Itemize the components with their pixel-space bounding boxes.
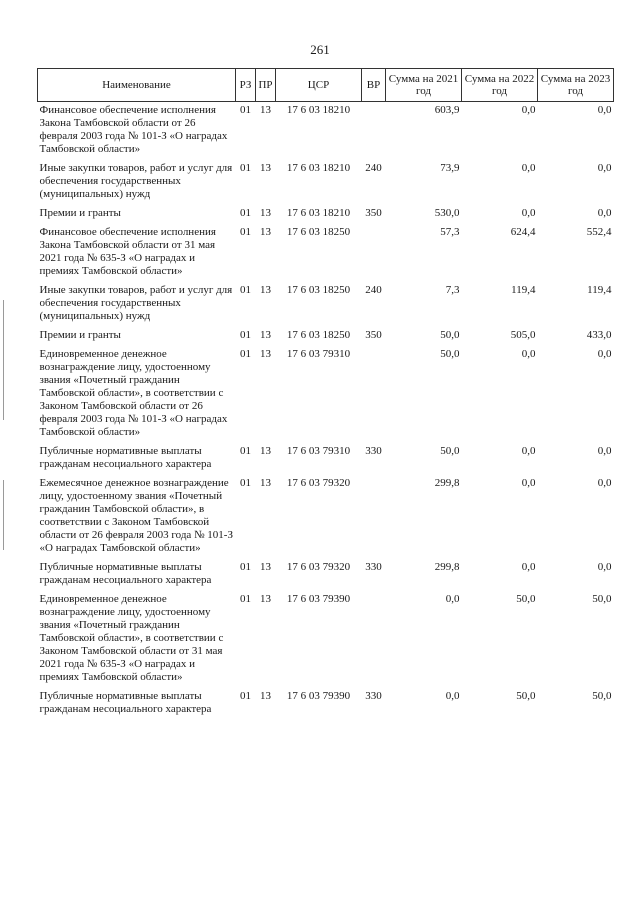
cell-sum-2023: 0,0 [597,162,612,174]
cell-pr: 13 [260,348,271,360]
table-row [38,205,614,224]
cell-csr: 17 6 03 79320 [286,477,351,489]
cell-sum-2023: 50,0 [592,690,612,702]
cell-sum-2021: 0,0 [445,690,460,702]
table-row [38,327,614,346]
cell-name: Публичные нормативные выплаты гражданам несоциального характера [39,561,212,586]
table-row [38,475,614,559]
cell-pr: 13 [260,445,271,457]
cell-sum-2021: 50,0 [440,329,460,341]
cell-csr: 17 6 03 18250 [286,329,351,341]
cell-sum-2023: 0,0 [597,207,612,219]
cell-rz: 01 [240,162,251,174]
cell-sum-2021: 50,0 [440,348,460,360]
cell-sum-2023: 119,4 [587,284,612,296]
cell-pr: 13 [260,593,271,605]
cell-sum-2021: 299,8 [434,561,460,573]
cell-sum-2023: 433,0 [586,329,612,341]
cell-sum-2023: 0,0 [597,348,612,360]
cell-rz: 01 [240,284,251,296]
cell-csr: 17 6 03 18210 [286,207,351,219]
table-row [38,559,614,591]
cell-sum-2021: 299,8 [434,477,460,489]
cell-sum-2022: 50,0 [516,593,536,605]
cell-pr: 13 [260,104,271,116]
cell-rz: 01 [240,104,251,116]
cell-sum-2022: 505,0 [510,329,536,341]
cell-sum-2022: 0,0 [521,162,536,174]
page-number: 261 [310,42,330,57]
header-rz: РЗ [236,69,256,102]
cell-rz: 01 [240,348,251,360]
cell-csr: 17 6 03 18250 [286,284,351,296]
cell-pr: 13 [260,690,271,702]
table-row [38,224,614,282]
cell-csr: 17 6 03 18210 [286,162,351,174]
cell-vr: 240 [365,284,382,296]
table-row [38,688,614,720]
cell-sum-2022: 0,0 [521,348,536,360]
cell-sum-2022: 0,0 [521,445,536,457]
cell-rz: 01 [240,207,251,219]
cell-csr: 17 6 03 79320 [286,561,351,573]
scan-edge-mark [3,480,4,550]
scan-edge-mark [3,300,4,420]
cell-name: Премии и гранты [39,329,121,341]
cell-pr: 13 [260,561,271,573]
cell-csr: 17 6 03 79310 [286,348,351,360]
cell-sum-2021: 73,9 [440,162,460,174]
cell-csr: 17 6 03 79390 [286,690,351,702]
header-sum-2021: Сумма на 2021 год [386,69,462,102]
cell-vr: 350 [365,329,382,341]
cell-vr: 330 [365,445,382,457]
cell-sum-2021: 530,0 [434,207,460,219]
cell-sum-2022: 0,0 [521,207,536,219]
cell-name: Публичные нормативные выплаты гражданам несоциального характера [39,445,212,470]
cell-pr: 13 [260,162,271,174]
header-csr: ЦСР [276,69,362,102]
cell-pr: 13 [260,207,271,219]
header-vr: ВР [362,69,386,102]
header-pr: ПР [256,69,276,102]
header-sum-2022: Сумма на 2022 год [462,69,538,102]
cell-sum-2021: 57,3 [440,226,460,238]
cell-name: Иные закупки товаров, работ и услуг для обеспечения государственных (муниципальных) нужд [39,162,233,200]
table-row [38,443,614,475]
cell-name: Премии и гранты [39,207,121,219]
cell-vr: 330 [365,690,382,702]
cell-vr [362,346,386,443]
cell-rz: 01 [240,561,251,573]
cell-sum-2021: 0,0 [445,593,460,605]
cell-vr: 350 [365,207,382,219]
cell-vr [362,224,386,282]
cell-vr [362,102,386,161]
cell-vr [362,475,386,559]
header-name: Наименование [38,69,236,102]
cell-sum-2022: 624,4 [510,226,536,238]
table-row [38,346,614,443]
header-sum-2023: Сумма на 2023 год [538,69,614,102]
cell-name: Ежемесячное денежное вознаграждение лицу, удостоенному звания «Почетный гражданин Тамбовской области», в соответствии с Законом Тамбовской области от 26 февраля 2003 года № 101-З «О наградах Тамбовской области» [39,477,233,554]
cell-name: Финансовое обеспечение исполнения Закона Тамбовской области от 31 мая 2021 года № 635-З «О наградах и премиях Тамбовской области» [39,226,216,277]
cell-sum-2021: 50,0 [440,445,460,457]
cell-sum-2023: 552,4 [586,226,612,238]
table-row [38,282,614,327]
budget-table [37,68,614,720]
cell-rz: 01 [240,329,251,341]
header-row [38,69,614,102]
cell-vr: 240 [365,162,382,174]
cell-sum-2021: 603,9 [434,104,460,116]
cell-sum-2023: 0,0 [597,561,612,573]
cell-vr [362,591,386,688]
cell-pr: 13 [260,284,271,296]
cell-name: Единовременное денежное вознаграждение лицу, удостоенному звания «Почетный гражданин Тамбовской области», в соответствии с Законом Тамбовской области от 26 февраля 2003 года № 101-З «О наградах Тамбовской области» [39,348,228,438]
cell-pr: 13 [260,329,271,341]
cell-sum-2021: 7,3 [445,284,460,296]
cell-csr: 17 6 03 18210 [286,104,351,116]
cell-rz: 01 [240,690,251,702]
cell-name: Иные закупки товаров, работ и услуг для обеспечения государственных (муниципальных) нужд [39,284,233,322]
cell-name: Публичные нормативные выплаты гражданам несоциального характера [39,690,212,715]
cell-sum-2022: 0,0 [521,477,536,489]
cell-rz: 01 [240,593,251,605]
cell-sum-2023: 0,0 [597,104,612,116]
cell-csr: 17 6 03 79390 [286,593,351,605]
table-body [38,102,614,721]
cell-sum-2022: 50,0 [516,690,536,702]
cell-sum-2023: 0,0 [597,445,612,457]
table-row [38,591,614,688]
cell-sum-2023: 0,0 [597,477,612,489]
cell-csr: 17 6 03 79310 [286,445,351,457]
cell-pr: 13 [260,477,271,489]
cell-sum-2022: 0,0 [521,561,536,573]
cell-sum-2022: 0,0 [521,104,536,116]
table-row [38,160,614,205]
table-row [38,102,614,161]
cell-sum-2023: 50,0 [592,593,612,605]
cell-name: Финансовое обеспечение исполнения Закона Тамбовской области от 26 февраля 2003 года № 101-З «О наградах Тамбовской области» [39,104,228,155]
cell-pr: 13 [260,226,271,238]
cell-vr: 330 [365,561,382,573]
cell-rz: 01 [240,226,251,238]
cell-rz: 01 [240,477,251,489]
cell-csr: 17 6 03 18250 [286,226,351,238]
cell-rz: 01 [240,445,251,457]
cell-name: Единовременное денежное вознаграждение лицу, удостоенному звания «Почетный гражданин Тамбовской области», в соответствии с Законом Тамбовской области от 31 мая 2021 года № 635-З «О наградах и премиях Тамбовской области» [39,593,224,683]
cell-sum-2022: 119,4 [511,284,536,296]
